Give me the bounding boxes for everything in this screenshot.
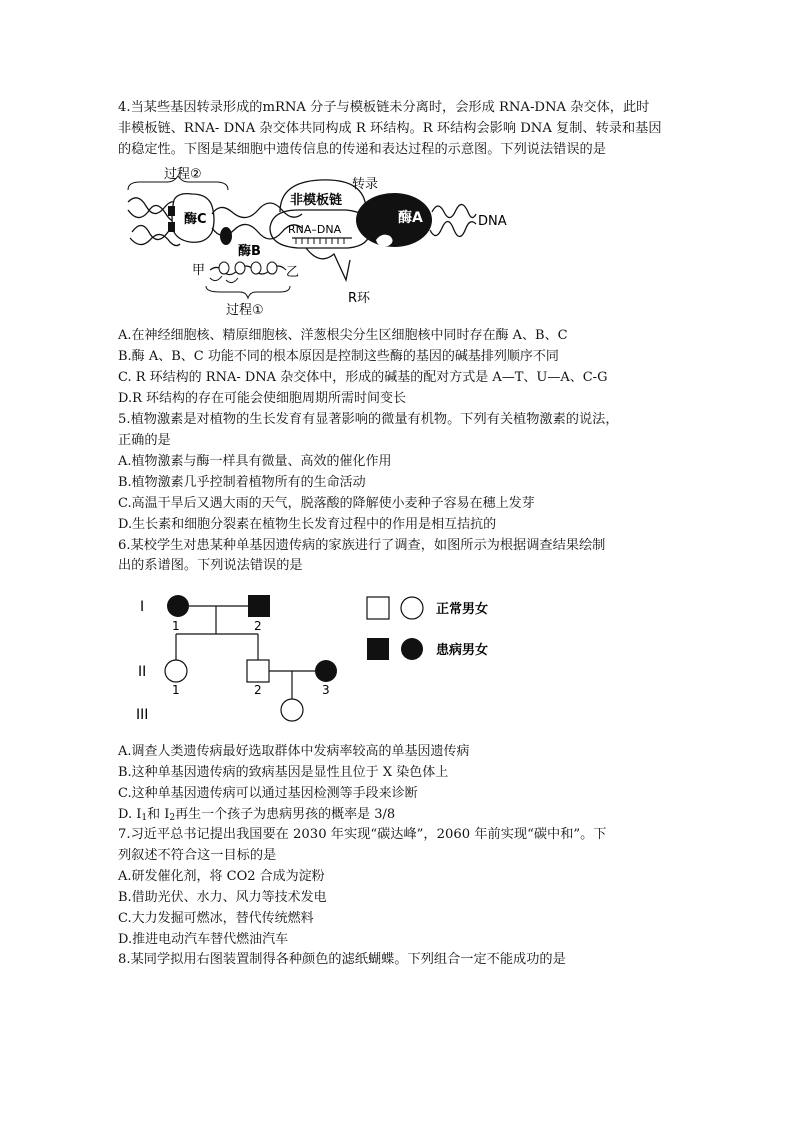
q4-stem-line-1: 4.当某些基因转录形成的mRNA 分子与模板链未分离时，会形成 RNA-DNA 杂交体，此时 [118,100,650,115]
enzyme-c-marker-2 [168,222,175,232]
gen2-num-2: 2 [254,683,262,697]
q4-option-c: C. R 环结构的 RNA- DNA 杂交体中，形成的碱基的配对方式是 A—T、U—A、C-G [118,370,608,385]
q6-option-d-rest: 再生一个孩子为患病男孩的概率是 3/8 [175,807,396,822]
rloop-label: R环 [348,291,371,306]
transcription-label: 转录 [352,177,379,192]
q4-stem-line-2: 非模板链、RNA- DNA 杂交体共同构成 R 环结构。R 环结构会影响 DNA 复制、转录和基因 [118,121,662,136]
q4-option-a: A.在神经细胞核、精原细胞核、洋葱根尖分生区细胞核中同时存在酶 A、B、C [118,328,568,343]
enzyme-b-shape [220,227,232,245]
dna-right-2 [430,221,476,236]
legend-affected-female [401,638,423,660]
q7-stem-line-1: 7.习近平总书记提出我国要在 2030 年实现“碳达峰”，2060 年前实现“碳中和”。下 [118,827,607,842]
gen1-male-2-affected [248,595,270,617]
gen1-num-1: 1 [172,619,180,633]
gen1-num-2: 2 [254,619,262,633]
jia-label: 甲 [192,263,206,278]
q6-option-d-sub2: 2 [169,813,176,823]
process1-label: 过程① [226,303,264,318]
pedigree-chart [130,590,530,730]
gen1-female-1-affected [167,595,189,617]
dna-label: DNA [478,214,507,229]
gene-expression-figure [120,162,520,322]
legend-normal-female [401,597,423,619]
dna-strand-left-4 [130,234,180,245]
q7-option-d: D.推进电动汽车替代燃油汽车 [118,932,289,947]
process2-label: 过程② [164,167,202,182]
rloop-pointer [306,248,350,280]
process1-brace [206,286,290,298]
rnadna-label: RNA–DNA [288,223,342,236]
gen2-num-3: 3 [322,683,330,697]
q4-option-b: B.酶 A、B、C 功能不同的根本原因是控制这些酶的基因的碱基排列顺序不同 [118,349,559,364]
q5-stem-line-2: 正确的是 [118,433,171,448]
q6-option-b: B.这种单基因遗传病的致病基因是显性且位于 X 染色体上 [118,765,449,780]
q8-stem-line-1: 8.某同学拟用右图装置制得各种颜色的滤纸蝴蝶。下列组合一定不能成功的是 [118,952,566,967]
dna-right-1 [432,204,476,217]
q5-option-c: C.高温干旱后又遇大雨的天气，脱落酸的降解使小麦种子容易在穗上发芽 [118,496,535,511]
gen2-female-1-normal [165,660,187,682]
q6-option-d-prefix: D. I [118,807,142,822]
q4-option-d: D.R 环结构的存在可能会使细胞周期所需时间变长 [118,391,407,406]
ribosomes [219,262,277,274]
q6-option-a: A.调查人类遗传病最好选取群体中发病率较高的单基因遗传病 [118,744,470,759]
peptide-chains [210,276,238,283]
enzyme-a-label: 酶A [398,210,423,226]
legend-normal-label: 正常男女 [436,602,489,617]
gen2-male-2-normal [247,660,269,682]
gen2-female-3-affected [315,660,337,682]
yi-label: 乙 [286,265,300,280]
generation-2-label: II [138,664,147,680]
q6-option-c: C.这种单基因遗传病可以通过基因检测等手段来诊断 [118,786,418,801]
gen3-female-normal [281,699,303,721]
q6-option-d-mid: 和 I [147,807,170,822]
q7-option-a: A.研发催化剂，将 CO2 合成为淀粉 [118,869,325,884]
q5-option-a: A.植物激素与酶一样具有微量、高效的催化作用 [118,454,392,469]
legend-normal-male [367,597,389,619]
q5-option-d: D.生长素和细胞分裂素在植物生长发育过程中的作用是相互拮抗的 [118,517,497,532]
enzyme-c-label: 酶C [184,212,207,227]
enzyme-b-label: 酶B [238,244,261,259]
gen2-num-1: 1 [172,683,180,697]
q7-option-c: C.大力发掘可燃冰，替代传统燃料 [118,911,314,926]
q5-stem-line-1: 5.植物激素是对植物的生长发育有显著影响的微量有机物。下列有关植物激素的说法， [118,412,619,427]
q6-stem-line-1: 6.某校学生对患某种单基因遗传病的家族进行了调查，如图所示为根据调查结果绘制 [118,538,606,553]
enzyme-c-marker-1 [168,206,175,216]
q6-stem-line-2: 出的系谱图。下列说法错误的是 [118,558,303,573]
nontemplate-label: 非模板链 [290,193,343,208]
q6-option-d [118,806,395,827]
q7-option-b: B.借助光伏、水力、风力等技术发电 [118,890,327,905]
hybrid-bonds [296,238,344,244]
generation-1-label: I [140,599,145,615]
q5-option-b: B.植物激素几乎控制着植物所有的生命活动 [118,475,366,490]
q7-stem-line-2: 列叙述不符合这一目标的是 [118,848,277,863]
q4-stem-line-3: 的稳定性。下图是某细胞中遗传信息的传递和表达过程的示意图。下列说法错误的是 [118,142,606,157]
q6-option-d-sub1: 1 [141,813,148,823]
legend-affected-male [367,638,389,660]
legend-affected-label: 患病男女 [436,643,489,658]
generation-3-label: III [136,707,149,723]
